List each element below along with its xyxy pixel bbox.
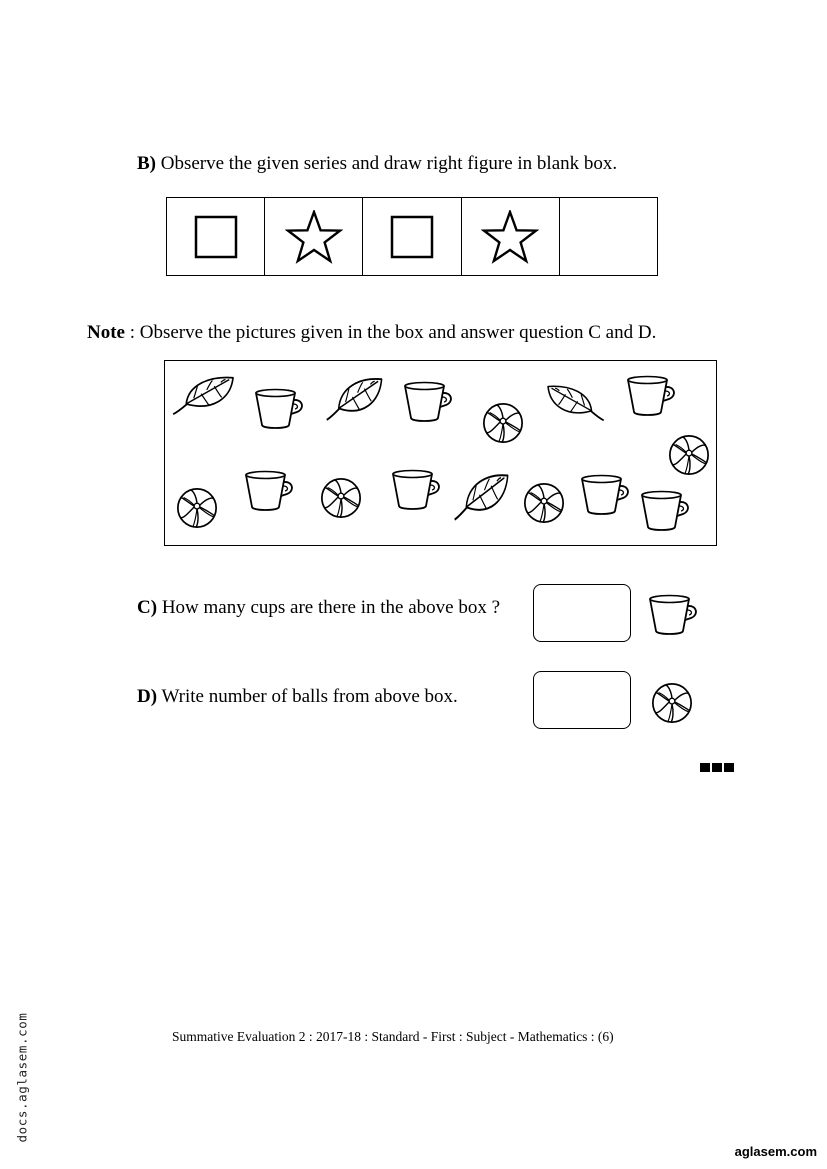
side-watermark: docs.aglasem.com <box>14 1012 30 1143</box>
question-d <box>137 686 458 708</box>
question-c-label: C) <box>137 597 158 618</box>
note-text: : Observe the pictures given in the box and answer question C and D. <box>129 322 657 343</box>
series-strip <box>166 197 658 276</box>
cup-icon <box>647 591 699 637</box>
cup-icon <box>243 467 295 513</box>
question-c <box>137 597 500 619</box>
star-icon <box>481 210 539 264</box>
page-footer: Summative Evaluation 2 : 2017-18 : Standard - First : Subject - Mathematics : (6) <box>172 1029 614 1044</box>
series-blank-answer-cell[interactable] <box>560 198 657 275</box>
picture-box <box>164 360 717 546</box>
leaf-icon <box>538 383 610 423</box>
series-cell-1 <box>167 198 265 275</box>
leaf-icon <box>325 375 385 423</box>
ball-icon <box>481 401 525 445</box>
cup-icon <box>402 378 454 424</box>
star-icon <box>285 210 343 264</box>
cup-icon <box>390 466 442 512</box>
ball-icon <box>319 476 363 520</box>
square-icon <box>390 215 434 259</box>
question-c-text: How many cups are there in the above box ? <box>161 597 500 618</box>
cup-icon <box>579 471 631 517</box>
leaf-icon <box>171 374 237 417</box>
note <box>87 322 656 344</box>
cup-icon <box>625 372 677 418</box>
question-b-label: B) <box>137 153 156 174</box>
question-b-text: Observe the given series and draw right figure in blank box. <box>160 153 618 174</box>
series-cell-2 <box>265 198 363 275</box>
ball-icon <box>650 681 694 725</box>
section-end-mark <box>700 763 734 772</box>
brand-watermark: aglasem.com <box>734 1144 817 1159</box>
series-cell-4 <box>462 198 560 275</box>
question-d-text: Write number of balls from above box. <box>161 686 458 707</box>
leaf-icon <box>453 471 511 523</box>
series-cell-3 <box>363 198 461 275</box>
balls-answer-box[interactable] <box>533 671 631 729</box>
note-label: Note <box>87 322 125 343</box>
ball-icon <box>522 481 566 525</box>
ball-icon <box>667 433 711 477</box>
ball-icon <box>175 486 219 530</box>
cup-icon <box>639 487 691 533</box>
cups-answer-box[interactable] <box>533 584 631 642</box>
square-icon <box>194 215 238 259</box>
question-b <box>137 153 617 175</box>
cup-icon <box>253 385 305 431</box>
question-d-label: D) <box>137 686 158 707</box>
